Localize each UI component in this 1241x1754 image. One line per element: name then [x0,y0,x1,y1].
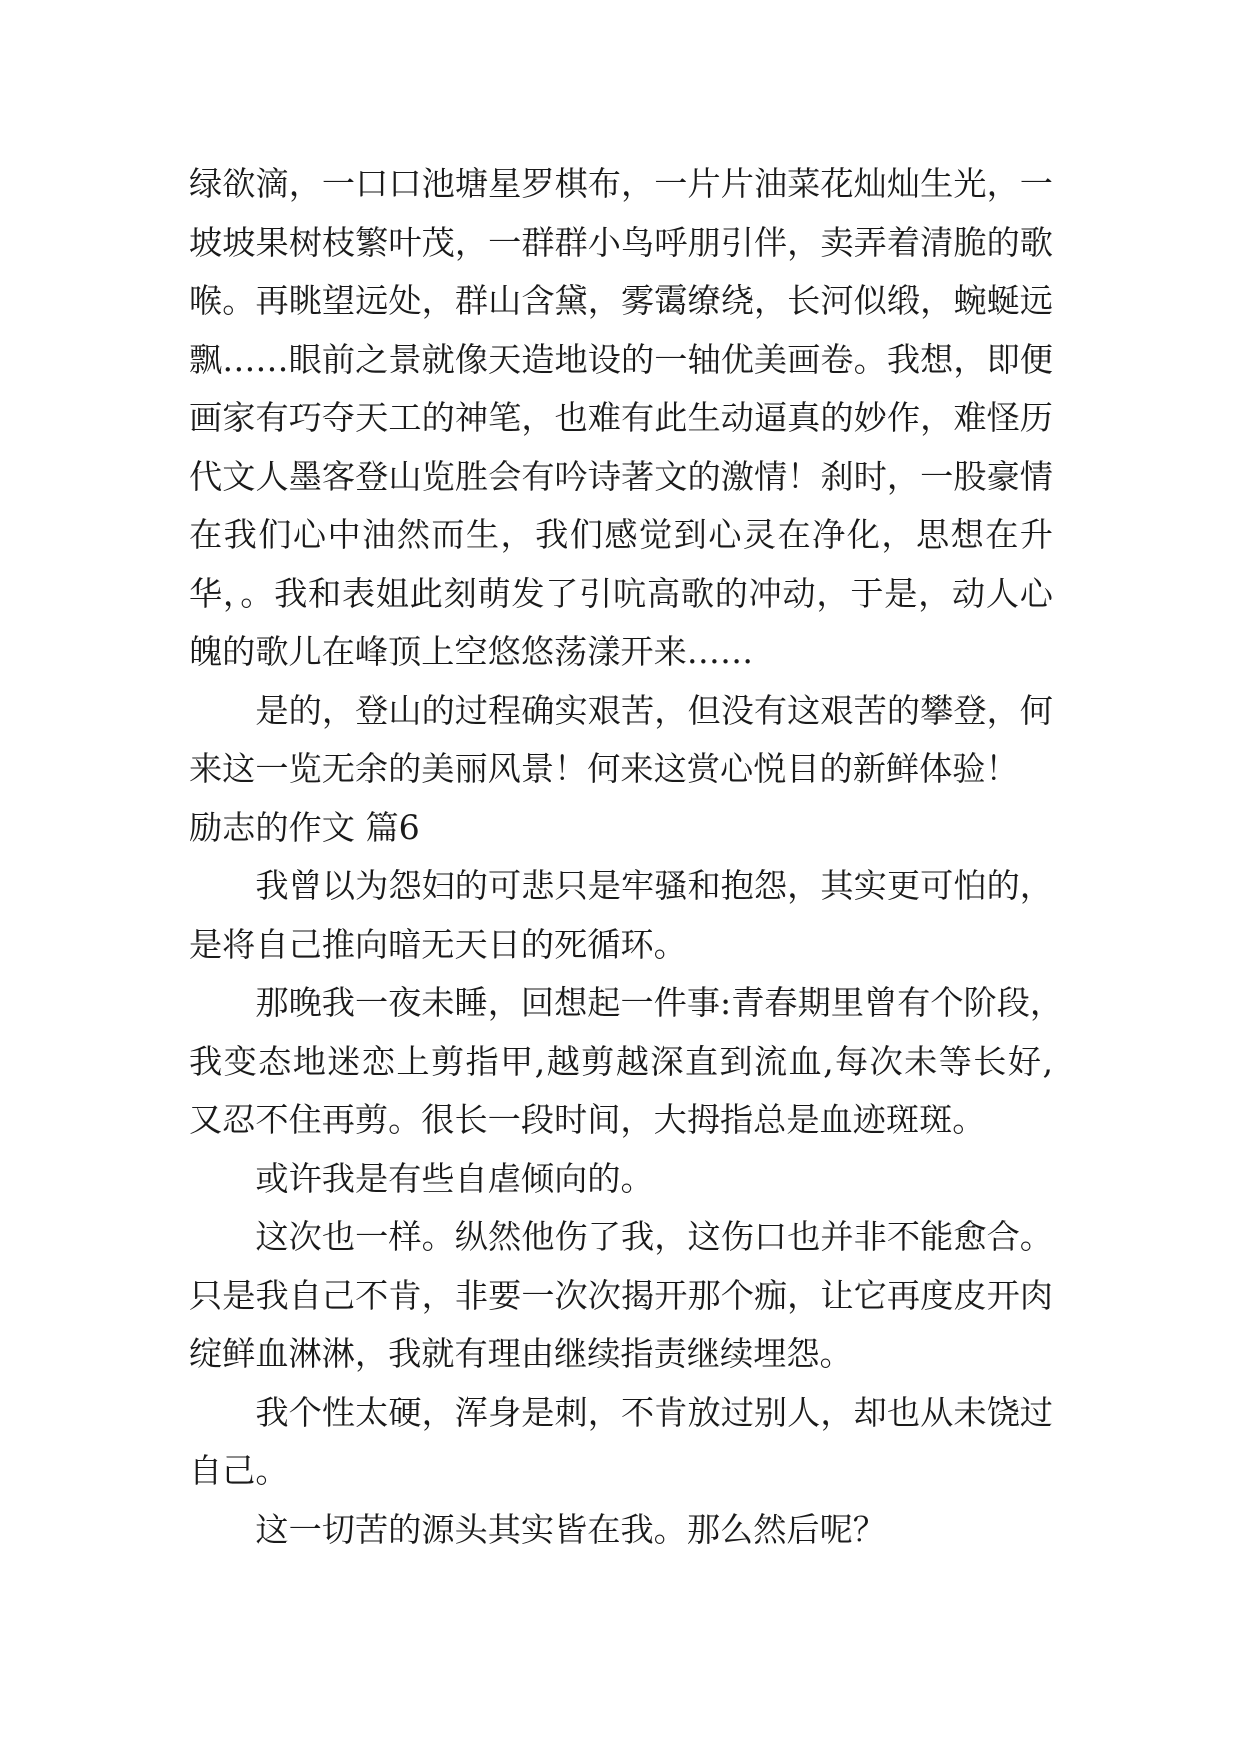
text-line: 自己。 [189,1451,289,1490]
text-line: 在我们心中油然而生，我们感觉到心灵在净化，思想在升 [189,515,1053,554]
text-line: 这一切苦的源头其实皆在我。那么然后呢？ [255,1509,886,1549]
text-line: 绿欲滴，一口口池塘星罗棋布，一片片油菜花灿灿生光，一 [189,164,1053,203]
text-line: 这次也一样。纵然他伤了我，这伤口也并非不能愈合。 [255,1217,1053,1256]
paragraph [189,1384,1053,1501]
text-line: 是将自己推向暗无天日的死循环。 [189,924,687,964]
text-line: 画家有巧夺天工的神笔，也难有此生动逼真的妙作，难怪历 [189,398,1053,437]
paragraph [189,857,1053,974]
paragraph [189,155,1053,682]
text-line: 又忍不住再剪。很长一段时间，大拇指总是血迹斑斑。 [189,1100,986,1139]
text-line: 只是我自己不肯，非要一次次揭开那个痂，让它再度皮开肉 [189,1275,1053,1315]
text-line: 我个性太硬，浑身是刺，不肯放过别人，却也从未饶过 [255,1392,1053,1432]
document-body [189,155,1064,1559]
paragraph [189,1150,1053,1209]
text-line: 那晚我一夜未睡，回想起一件事:青春期里曾有个阶段， [255,983,1064,1022]
text-line: 坡坡果树枝繁叶茂，一群群小鸟呼朋引伴，卖弄着清脆的歌 [189,222,1053,262]
text-line: 飘……眼前之景就像天造地设的一轴优美画卷。我想，即便 [189,339,1053,379]
text-line: 绽鲜血淋淋，我就有理由继续指责继续埋怨。 [189,1334,853,1373]
text-line: 喉。再眺望远处，群山含黛，雾霭缭绕，长河似缎，蜿蜒远 [189,281,1053,320]
text-line: 我曾以为怨妇的可悲只是牢骚和抱怨，其实更可怕的， [255,866,1053,905]
section-title: 励志的作文 篇6 [189,807,420,847]
text-line: 魄的歌儿在峰顶上空悠悠荡漾开来…… [189,632,754,671]
text-line: 是的，登山的过程确实艰苦，但没有这艰苦的攀登，何 [255,690,1053,730]
paragraph [189,1501,1053,1560]
text-line: 来这一览无余的美丽风景！何来这赏心悦目的新鲜体验！ [189,749,1019,788]
text-line: 我变态地迷恋上剪指甲,越剪越深直到流血,每次未等长好, [189,1041,1053,1081]
paragraph [189,974,1064,1150]
paragraph [189,1208,1053,1384]
text-line: 代文人墨客登山览胜会有吟诗著文的激情！刹时，一股豪情 [189,456,1053,496]
text-line: 华，。我和表姐此刻萌发了引吭高歌的冲动，于是，动人心 [189,573,1053,613]
text-line: 或许我是有些自虐倾向的。 [255,1158,654,1198]
paragraph [189,682,1053,799]
